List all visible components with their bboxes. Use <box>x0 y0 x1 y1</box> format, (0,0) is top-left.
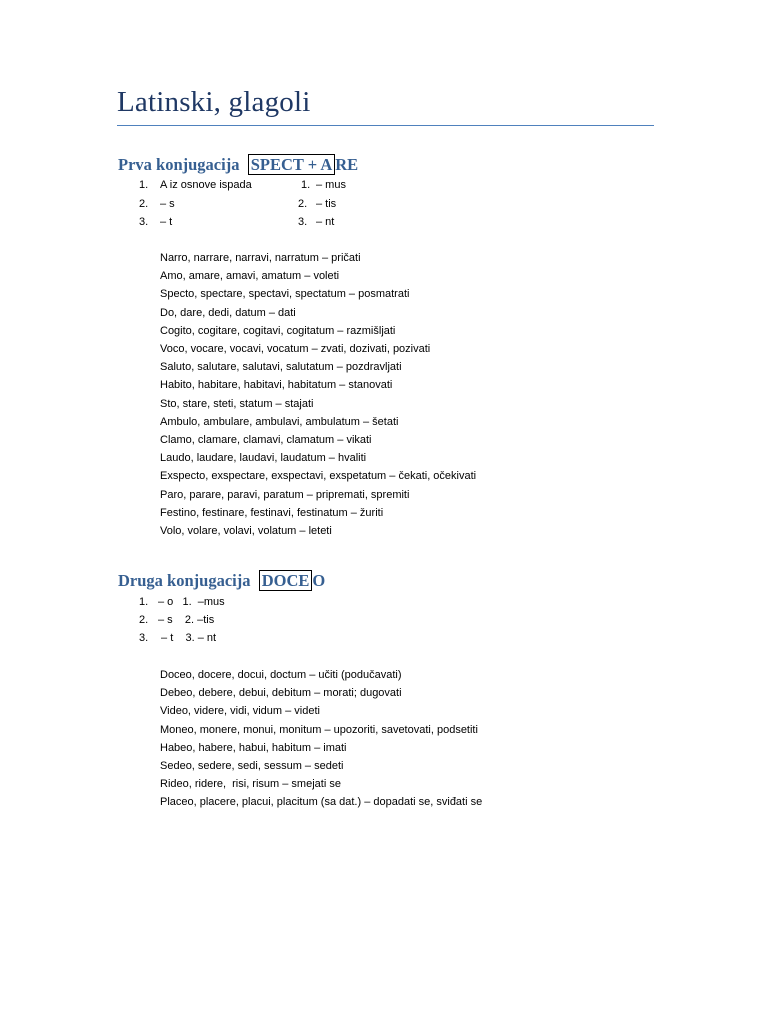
section2-heading-text: Druga konjugacija <box>118 571 251 590</box>
list-number: 2. <box>139 197 149 210</box>
section-heading-prva <box>118 155 358 175</box>
ending-left-item: A iz osnove ispada <box>160 179 252 191</box>
verb-entry: Habito, habitare, habitavi, habitatum – stanovati <box>160 379 393 392</box>
verb-entry: Exspecto, exspectare, exspectavi, exspetatum – čekati, očekivati <box>160 470 477 483</box>
section2-boxed-stem: DOCE <box>259 570 313 591</box>
list-number: 3. <box>298 216 308 228</box>
ending-item: – o 1. –mus <box>158 596 225 608</box>
verb-entry: Rideo, ridere, risi, risum – smejati se <box>160 778 341 791</box>
ending-right-item: – mus <box>316 179 346 191</box>
ending-left-item: – s <box>160 197 175 210</box>
verb-entry: Narro, narrare, narravi, narratum – pričati <box>160 252 361 264</box>
ending-item: – s 2. –tis <box>158 614 215 626</box>
verb-entry: Paro, parare, paravi, paratum – pripremati, spremiti <box>160 488 410 501</box>
ending-left-item: – t <box>160 216 173 228</box>
verb-entry: Festino, festinare, festinavi, festinatum – žuriti <box>160 506 384 519</box>
verb-entry: Amo, amare, amavi, amatum – voleti <box>160 270 340 283</box>
list-number: 1. <box>139 179 149 191</box>
section-heading-druga <box>118 571 325 591</box>
verb-entry: Specto, spectare, spectavi, spectatum – posmatrati <box>160 288 410 301</box>
ending-right-item: – nt <box>316 216 335 228</box>
verb-entry: Do, dare, dedi, datum – dati <box>160 306 296 319</box>
section1-stem-tail: RE <box>335 155 359 174</box>
verb-entry: Sedeo, sedere, sedi, sessum – sedeti <box>160 760 344 772</box>
verb-entry: Moneo, monere, monui, monitum – upozoriti, savetovati, podsetiti <box>160 723 478 736</box>
verb-entry: Volo, volare, volavi, volatum – leteti <box>160 525 332 537</box>
verb-entry: Sto, stare, steti, statum – stajati <box>160 397 314 410</box>
verb-entry: Doceo, docere, docui, doctum – učiti (podučavati) <box>160 669 402 681</box>
verb-entry: Placeo, placere, placui, placitum (sa dat.) – dopadati se, sviđati se <box>160 796 483 809</box>
document-title: Latinski, glagoli <box>117 86 311 118</box>
verb-entry: Clamo, clamare, clamavi, clamatum – vikati <box>160 434 372 446</box>
section1-boxed-stem: SPECT + A <box>248 154 336 175</box>
verb-entry: Habeo, habere, habui, habitum – imati <box>160 741 347 754</box>
title-underline <box>117 125 654 126</box>
list-number: 1. <box>301 179 311 191</box>
list-number: 2. <box>298 197 308 210</box>
list-number: 3. <box>139 216 149 228</box>
verb-entry: Laudo, laudare, laudavi, laudatum – hvaliti <box>160 452 367 465</box>
verb-entry: Debeo, debere, debui, debitum – morati; dugovati <box>160 687 402 700</box>
verb-entry: Voco, vocare, vocavi, vocatum – zvati, dozivati, pozivati <box>160 343 431 355</box>
verb-entry: Video, videre, vidi, vidum – videti <box>160 705 320 718</box>
list-number: 2. <box>139 614 149 626</box>
verb-entry: Cogito, cogitare, cogitavi, cogitatum – razmišljati <box>160 324 396 337</box>
ending-item: – t 3. – nt <box>158 632 217 644</box>
ending-right-item: – tis <box>316 197 337 210</box>
verb-entry: Ambulo, ambulare, ambulavi, ambulatum – šetati <box>160 415 399 428</box>
verb-entry: Saluto, salutare, salutavi, salutatum – pozdravljati <box>160 361 402 374</box>
section1-heading-text: Prva konjugacija <box>118 155 240 174</box>
section2-stem-tail: O <box>312 571 326 590</box>
list-number: 1. <box>139 596 149 608</box>
list-number: 3. <box>139 632 149 644</box>
